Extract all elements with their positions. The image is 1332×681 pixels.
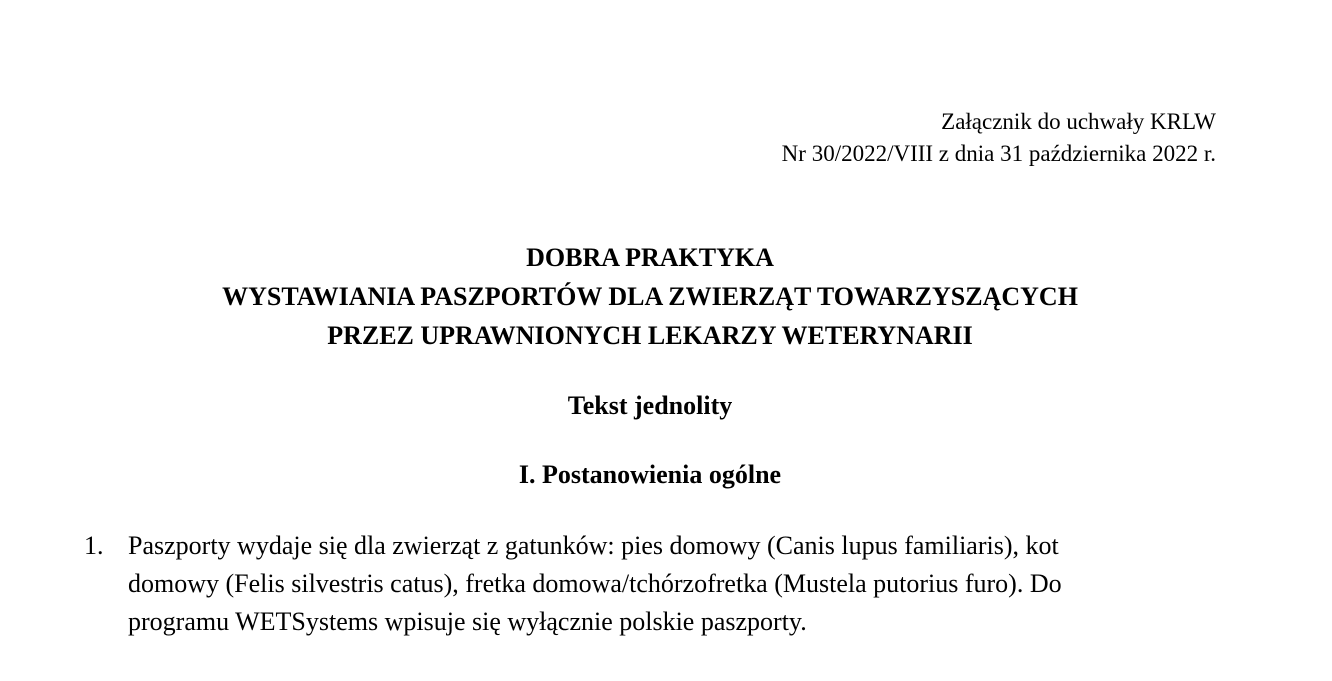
list-item-line-2: domowy (Felis silvestris catus), fretka domowa/tchórzofretka (Mustela putorius furo). Do [128, 569, 1062, 598]
document-subtitle: Tekst jednolity [567, 391, 733, 420]
document-title-line-3: PRZEZ UPRAWNIONYCH LEKARZY WETERYNARII [327, 321, 973, 350]
section-heading: I. Postanowienia ogólne [518, 460, 782, 489]
annex-reference-line-2: Nr 30/2022/VIII z dnia 31 października 2022 r. [781, 141, 1216, 166]
annex-reference [782, 106, 1216, 170]
document-title-line-1: DOBRA PRAKTYKA [526, 243, 774, 272]
annex-reference-line-1: Załącznik do uchwały KRLW [941, 109, 1216, 134]
list-item-number: 1. [84, 531, 104, 560]
list-item-line-1: Paszporty wydaje się dla zwierząt z gatunków: pies domowy (Canis lupus familiaris), kot [128, 531, 1059, 560]
list-item-line-3: programu WETSystems wpisuje się wyłącznie polskie paszporty. [128, 607, 807, 636]
document-title-line-2: WYSTAWIANIA PASZPORTÓW DLA ZWIERZĄT TOWARZYSZĄCYCH [222, 282, 1078, 311]
list-item [84, 527, 1218, 641]
document-title [0, 238, 1300, 355]
list-item-text [128, 527, 1218, 641]
